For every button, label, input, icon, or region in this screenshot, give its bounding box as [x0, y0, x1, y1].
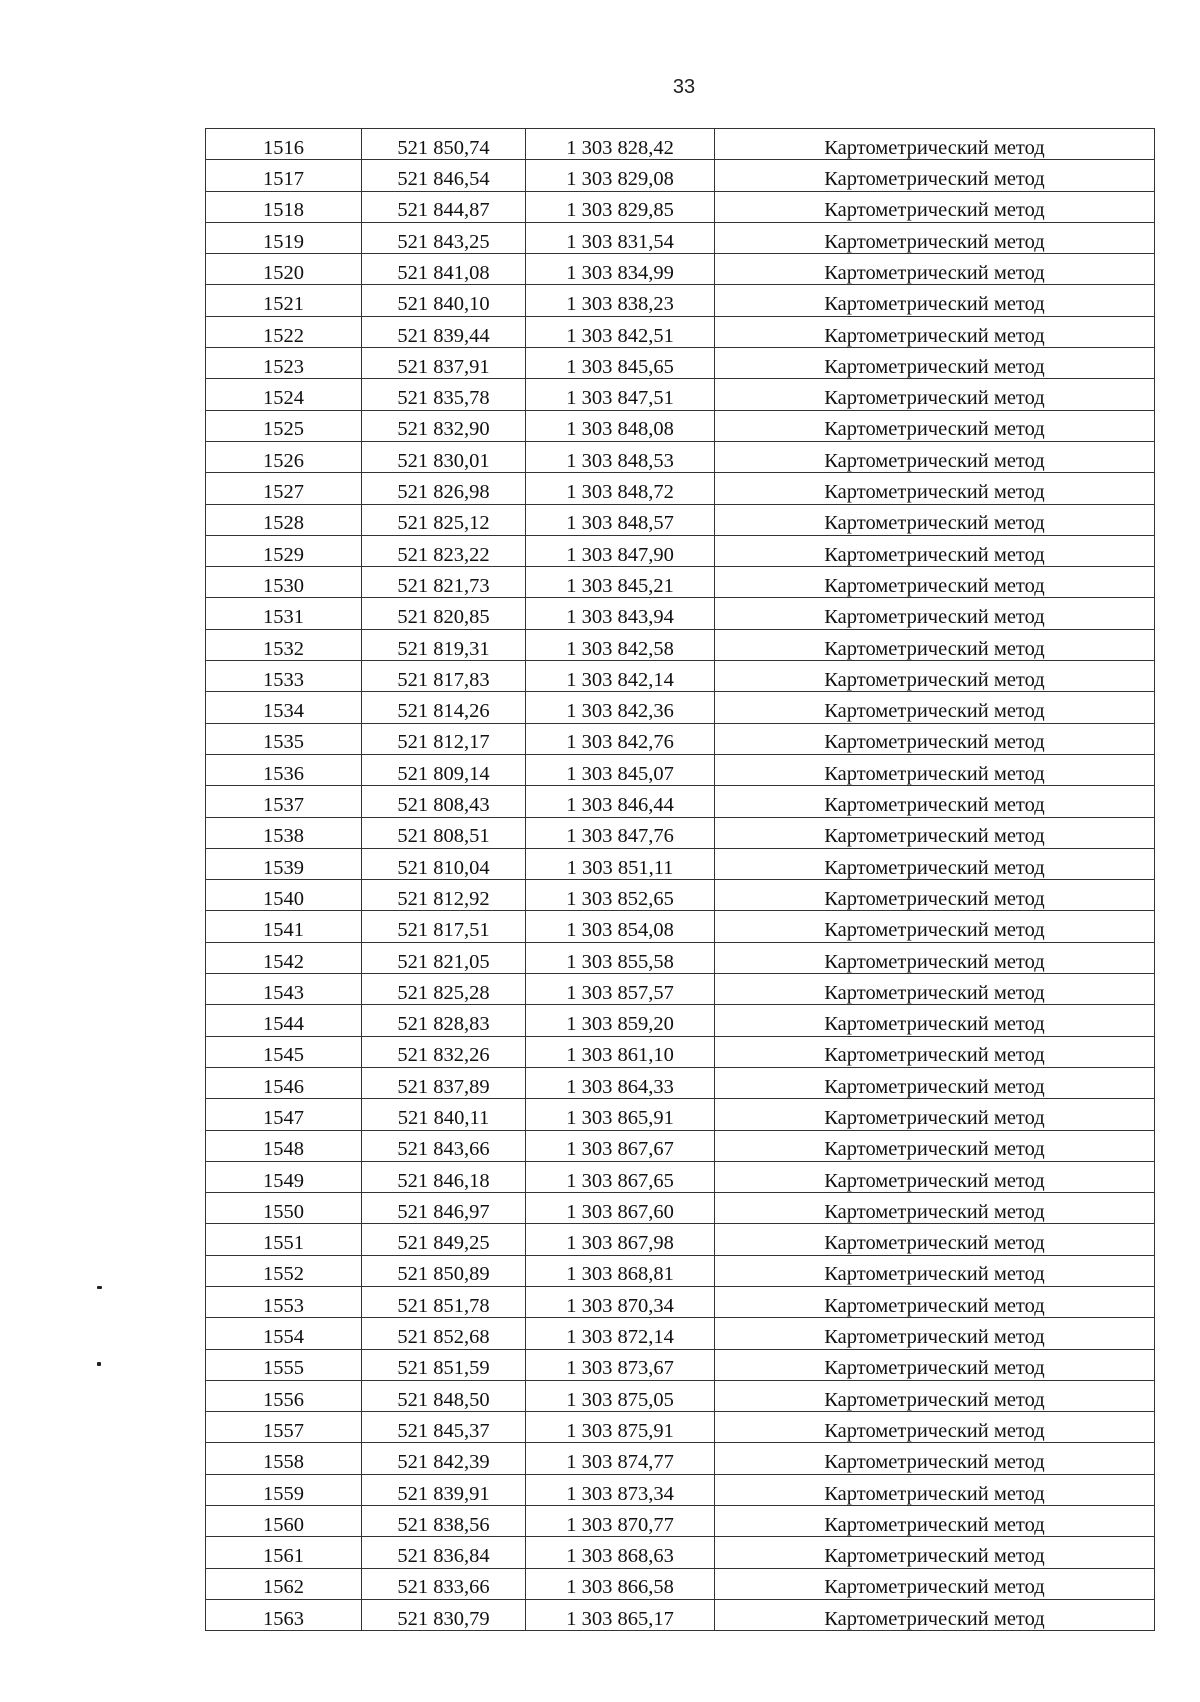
method-cell: Картометрический метод [715, 1537, 1155, 1568]
table-row [206, 1224, 1155, 1255]
x-coordinate-cell: 521 839,91 [362, 1474, 526, 1505]
method-cell: Картометрический метод [715, 379, 1155, 410]
table-row [206, 629, 1155, 660]
table-row [206, 1005, 1155, 1036]
y-coordinate-cell: 1 303 834,99 [526, 254, 715, 285]
point-number-cell: 1556 [206, 1380, 362, 1411]
point-number-cell: 1527 [206, 473, 362, 504]
method-cell: Картометрический метод [715, 1568, 1155, 1599]
table-row [206, 1036, 1155, 1067]
point-number-cell: 1554 [206, 1318, 362, 1349]
table-row [206, 1537, 1155, 1568]
method-cell: Картометрический метод [715, 1349, 1155, 1380]
y-coordinate-cell: 1 303 873,34 [526, 1474, 715, 1505]
point-number-cell: 1518 [206, 191, 362, 222]
method-cell: Картометрический метод [715, 316, 1155, 347]
y-coordinate-cell: 1 303 846,44 [526, 786, 715, 817]
y-coordinate-cell: 1 303 870,77 [526, 1506, 715, 1537]
point-number-cell: 1530 [206, 567, 362, 598]
y-coordinate-cell: 1 303 842,36 [526, 692, 715, 723]
point-number-cell: 1523 [206, 348, 362, 379]
y-coordinate-cell: 1 303 868,81 [526, 1255, 715, 1286]
point-number-cell: 1531 [206, 598, 362, 629]
x-coordinate-cell: 521 852,68 [362, 1318, 526, 1349]
method-cell: Картометрический метод [715, 567, 1155, 598]
x-coordinate-cell: 521 833,66 [362, 1568, 526, 1599]
method-cell: Картометрический метод [715, 1067, 1155, 1098]
point-number-cell: 1546 [206, 1067, 362, 1098]
method-cell: Картометрический метод [715, 222, 1155, 253]
y-coordinate-cell: 1 303 845,21 [526, 567, 715, 598]
point-number-cell: 1524 [206, 379, 362, 410]
y-coordinate-cell: 1 303 842,14 [526, 661, 715, 692]
point-number-cell: 1532 [206, 629, 362, 660]
method-cell: Картометрический метод [715, 1005, 1155, 1036]
x-coordinate-cell: 521 851,59 [362, 1349, 526, 1380]
point-number-cell: 1551 [206, 1224, 362, 1255]
table-row [206, 1568, 1155, 1599]
point-number-cell: 1540 [206, 880, 362, 911]
y-coordinate-cell: 1 303 872,14 [526, 1318, 715, 1349]
method-cell: Картометрический метод [715, 880, 1155, 911]
table-row [206, 848, 1155, 879]
y-coordinate-cell: 1 303 828,42 [526, 129, 715, 160]
table-row [206, 254, 1155, 285]
point-number-cell: 1558 [206, 1443, 362, 1474]
method-cell: Картометрический метод [715, 942, 1155, 973]
table-row [206, 754, 1155, 785]
y-coordinate-cell: 1 303 855,58 [526, 942, 715, 973]
x-coordinate-cell: 521 846,54 [362, 160, 526, 191]
method-cell: Картометрический метод [715, 1130, 1155, 1161]
table-row [206, 473, 1155, 504]
point-number-cell: 1547 [206, 1099, 362, 1130]
x-coordinate-cell: 521 843,66 [362, 1130, 526, 1161]
x-coordinate-cell: 521 837,91 [362, 348, 526, 379]
x-coordinate-cell: 521 835,78 [362, 379, 526, 410]
table-row [206, 160, 1155, 191]
y-coordinate-cell: 1 303 847,76 [526, 817, 715, 848]
table-row [206, 817, 1155, 848]
y-coordinate-cell: 1 303 861,10 [526, 1036, 715, 1067]
coordinates-table-body [206, 129, 1155, 1631]
table-row [206, 285, 1155, 316]
y-coordinate-cell: 1 303 838,23 [526, 285, 715, 316]
x-coordinate-cell: 521 830,79 [362, 1599, 526, 1630]
x-coordinate-cell: 521 821,05 [362, 942, 526, 973]
table-row [206, 1255, 1155, 1286]
table-row [206, 1506, 1155, 1537]
method-cell: Картометрический метод [715, 1318, 1155, 1349]
x-coordinate-cell: 521 808,51 [362, 817, 526, 848]
point-number-cell: 1521 [206, 285, 362, 316]
table-row [206, 880, 1155, 911]
table-row [206, 692, 1155, 723]
y-coordinate-cell: 1 303 874,77 [526, 1443, 715, 1474]
point-number-cell: 1562 [206, 1568, 362, 1599]
y-coordinate-cell: 1 303 847,90 [526, 535, 715, 566]
x-coordinate-cell: 521 846,97 [362, 1193, 526, 1224]
table-row [206, 1286, 1155, 1317]
point-number-cell: 1519 [206, 222, 362, 253]
point-number-cell: 1522 [206, 316, 362, 347]
y-coordinate-cell: 1 303 842,51 [526, 316, 715, 347]
y-coordinate-cell: 1 303 875,05 [526, 1380, 715, 1411]
coordinates-table [205, 128, 1155, 1631]
table-row [206, 974, 1155, 1005]
table-row [206, 535, 1155, 566]
method-cell: Картометрический метод [715, 1255, 1155, 1286]
x-coordinate-cell: 521 842,39 [362, 1443, 526, 1474]
point-number-cell: 1517 [206, 160, 362, 191]
method-cell: Картометрический метод [715, 473, 1155, 504]
y-coordinate-cell: 1 303 867,98 [526, 1224, 715, 1255]
method-cell: Картометрический метод [715, 1474, 1155, 1505]
x-coordinate-cell: 521 840,10 [362, 285, 526, 316]
method-cell: Картометрический метод [715, 723, 1155, 754]
y-coordinate-cell: 1 303 829,85 [526, 191, 715, 222]
table-row [206, 598, 1155, 629]
table-row [206, 1099, 1155, 1130]
method-cell: Картометрический метод [715, 535, 1155, 566]
y-coordinate-cell: 1 303 848,53 [526, 441, 715, 472]
method-cell: Картометрический метод [715, 848, 1155, 879]
method-cell: Картометрический метод [715, 817, 1155, 848]
y-coordinate-cell: 1 303 859,20 [526, 1005, 715, 1036]
point-number-cell: 1541 [206, 911, 362, 942]
table-row [206, 942, 1155, 973]
y-coordinate-cell: 1 303 842,58 [526, 629, 715, 660]
table-row [206, 191, 1155, 222]
y-coordinate-cell: 1 303 848,08 [526, 410, 715, 441]
method-cell: Картометрический метод [715, 160, 1155, 191]
table-row [206, 1599, 1155, 1630]
x-coordinate-cell: 521 832,26 [362, 1036, 526, 1067]
x-coordinate-cell: 521 812,92 [362, 880, 526, 911]
x-coordinate-cell: 521 809,14 [362, 754, 526, 785]
x-coordinate-cell: 521 840,11 [362, 1099, 526, 1130]
table-row [206, 1067, 1155, 1098]
method-cell: Картометрический метод [715, 911, 1155, 942]
x-coordinate-cell: 521 848,50 [362, 1380, 526, 1411]
table-row [206, 379, 1155, 410]
table-row [206, 567, 1155, 598]
table-row [206, 723, 1155, 754]
y-coordinate-cell: 1 303 867,67 [526, 1130, 715, 1161]
y-coordinate-cell: 1 303 857,57 [526, 974, 715, 1005]
point-number-cell: 1545 [206, 1036, 362, 1067]
method-cell: Картометрический метод [715, 1599, 1155, 1630]
x-coordinate-cell: 521 836,84 [362, 1537, 526, 1568]
x-coordinate-cell: 521 808,43 [362, 786, 526, 817]
table-row [206, 410, 1155, 441]
x-coordinate-cell: 521 826,98 [362, 473, 526, 504]
y-coordinate-cell: 1 303 873,67 [526, 1349, 715, 1380]
table-row [206, 786, 1155, 817]
method-cell: Картометрический метод [715, 348, 1155, 379]
method-cell: Картометрический метод [715, 629, 1155, 660]
point-number-cell: 1525 [206, 410, 362, 441]
method-cell: Картометрический метод [715, 1506, 1155, 1537]
method-cell: Картометрический метод [715, 285, 1155, 316]
y-coordinate-cell: 1 303 865,91 [526, 1099, 715, 1130]
table-row [206, 348, 1155, 379]
point-number-cell: 1548 [206, 1130, 362, 1161]
point-number-cell: 1538 [206, 817, 362, 848]
point-number-cell: 1534 [206, 692, 362, 723]
x-coordinate-cell: 521 838,56 [362, 1506, 526, 1537]
point-number-cell: 1516 [206, 129, 362, 160]
x-coordinate-cell: 521 821,73 [362, 567, 526, 598]
x-coordinate-cell: 521 814,26 [362, 692, 526, 723]
point-number-cell: 1549 [206, 1161, 362, 1192]
point-number-cell: 1559 [206, 1474, 362, 1505]
method-cell: Картометрический метод [715, 129, 1155, 160]
point-number-cell: 1561 [206, 1537, 362, 1568]
table-row [206, 222, 1155, 253]
method-cell: Картометрический метод [715, 1036, 1155, 1067]
method-cell: Картометрический метод [715, 410, 1155, 441]
y-coordinate-cell: 1 303 865,17 [526, 1599, 715, 1630]
method-cell: Картометрический метод [715, 786, 1155, 817]
point-number-cell: 1552 [206, 1255, 362, 1286]
point-number-cell: 1536 [206, 754, 362, 785]
method-cell: Картометрический метод [715, 692, 1155, 723]
method-cell: Картометрический метод [715, 754, 1155, 785]
x-coordinate-cell: 521 851,78 [362, 1286, 526, 1317]
x-coordinate-cell: 521 825,28 [362, 974, 526, 1005]
table-row [206, 1443, 1155, 1474]
method-cell: Картометрический метод [715, 1412, 1155, 1443]
x-coordinate-cell: 521 844,87 [362, 191, 526, 222]
method-cell: Картометрический метод [715, 1380, 1155, 1411]
x-coordinate-cell: 521 810,04 [362, 848, 526, 879]
table-row [206, 1412, 1155, 1443]
point-number-cell: 1537 [206, 786, 362, 817]
y-coordinate-cell: 1 303 848,57 [526, 504, 715, 535]
y-coordinate-cell: 1 303 867,65 [526, 1161, 715, 1192]
y-coordinate-cell: 1 303 845,07 [526, 754, 715, 785]
point-number-cell: 1526 [206, 441, 362, 472]
x-coordinate-cell: 521 850,74 [362, 129, 526, 160]
y-coordinate-cell: 1 303 875,91 [526, 1412, 715, 1443]
x-coordinate-cell: 521 819,31 [362, 629, 526, 660]
point-number-cell: 1553 [206, 1286, 362, 1317]
x-coordinate-cell: 521 817,83 [362, 661, 526, 692]
y-coordinate-cell: 1 303 851,11 [526, 848, 715, 879]
table-row [206, 441, 1155, 472]
y-coordinate-cell: 1 303 854,08 [526, 911, 715, 942]
x-coordinate-cell: 521 828,83 [362, 1005, 526, 1036]
method-cell: Картометрический метод [715, 504, 1155, 535]
table-row [206, 129, 1155, 160]
table-row [206, 316, 1155, 347]
x-coordinate-cell: 521 820,85 [362, 598, 526, 629]
table-row [206, 1193, 1155, 1224]
method-cell: Картометрический метод [715, 254, 1155, 285]
x-coordinate-cell: 521 830,01 [362, 441, 526, 472]
table-row [206, 1130, 1155, 1161]
method-cell: Картометрический метод [715, 974, 1155, 1005]
method-cell: Картометрический метод [715, 1224, 1155, 1255]
point-number-cell: 1560 [206, 1506, 362, 1537]
table-row [206, 1161, 1155, 1192]
y-coordinate-cell: 1 303 848,72 [526, 473, 715, 504]
x-coordinate-cell: 521 839,44 [362, 316, 526, 347]
method-cell: Картометрический метод [715, 1161, 1155, 1192]
point-number-cell: 1542 [206, 942, 362, 973]
y-coordinate-cell: 1 303 847,51 [526, 379, 715, 410]
point-number-cell: 1555 [206, 1349, 362, 1380]
method-cell: Картометрический метод [715, 441, 1155, 472]
scan-mark [97, 1286, 102, 1289]
y-coordinate-cell: 1 303 866,58 [526, 1568, 715, 1599]
method-cell: Картометрический метод [715, 598, 1155, 629]
y-coordinate-cell: 1 303 843,94 [526, 598, 715, 629]
method-cell: Картометрический метод [715, 1443, 1155, 1474]
table-row [206, 911, 1155, 942]
scan-mark [97, 1362, 101, 1366]
point-number-cell: 1550 [206, 1193, 362, 1224]
y-coordinate-cell: 1 303 829,08 [526, 160, 715, 191]
y-coordinate-cell: 1 303 845,65 [526, 348, 715, 379]
y-coordinate-cell: 1 303 868,63 [526, 1537, 715, 1568]
x-coordinate-cell: 521 825,12 [362, 504, 526, 535]
method-cell: Картометрический метод [715, 191, 1155, 222]
point-number-cell: 1528 [206, 504, 362, 535]
method-cell: Картометрический метод [715, 1099, 1155, 1130]
x-coordinate-cell: 521 837,89 [362, 1067, 526, 1098]
table-row [206, 504, 1155, 535]
table-row [206, 1474, 1155, 1505]
x-coordinate-cell: 521 850,89 [362, 1255, 526, 1286]
x-coordinate-cell: 521 832,90 [362, 410, 526, 441]
table-row [206, 661, 1155, 692]
point-number-cell: 1539 [206, 848, 362, 879]
y-coordinate-cell: 1 303 842,76 [526, 723, 715, 754]
x-coordinate-cell: 521 845,37 [362, 1412, 526, 1443]
y-coordinate-cell: 1 303 867,60 [526, 1193, 715, 1224]
table-row [206, 1380, 1155, 1411]
y-coordinate-cell: 1 303 864,33 [526, 1067, 715, 1098]
page-number: 33 [672, 76, 696, 98]
x-coordinate-cell: 521 849,25 [362, 1224, 526, 1255]
point-number-cell: 1529 [206, 535, 362, 566]
method-cell: Картометрический метод [715, 1193, 1155, 1224]
y-coordinate-cell: 1 303 870,34 [526, 1286, 715, 1317]
y-coordinate-cell: 1 303 852,65 [526, 880, 715, 911]
table-row [206, 1318, 1155, 1349]
point-number-cell: 1544 [206, 1005, 362, 1036]
method-cell: Картометрический метод [715, 661, 1155, 692]
x-coordinate-cell: 521 843,25 [362, 222, 526, 253]
point-number-cell: 1543 [206, 974, 362, 1005]
x-coordinate-cell: 521 846,18 [362, 1161, 526, 1192]
x-coordinate-cell: 521 812,17 [362, 723, 526, 754]
point-number-cell: 1533 [206, 661, 362, 692]
x-coordinate-cell: 521 841,08 [362, 254, 526, 285]
x-coordinate-cell: 521 817,51 [362, 911, 526, 942]
point-number-cell: 1563 [206, 1599, 362, 1630]
table-row [206, 1349, 1155, 1380]
point-number-cell: 1535 [206, 723, 362, 754]
point-number-cell: 1520 [206, 254, 362, 285]
method-cell: Картометрический метод [715, 1286, 1155, 1317]
point-number-cell: 1557 [206, 1412, 362, 1443]
y-coordinate-cell: 1 303 831,54 [526, 222, 715, 253]
x-coordinate-cell: 521 823,22 [362, 535, 526, 566]
